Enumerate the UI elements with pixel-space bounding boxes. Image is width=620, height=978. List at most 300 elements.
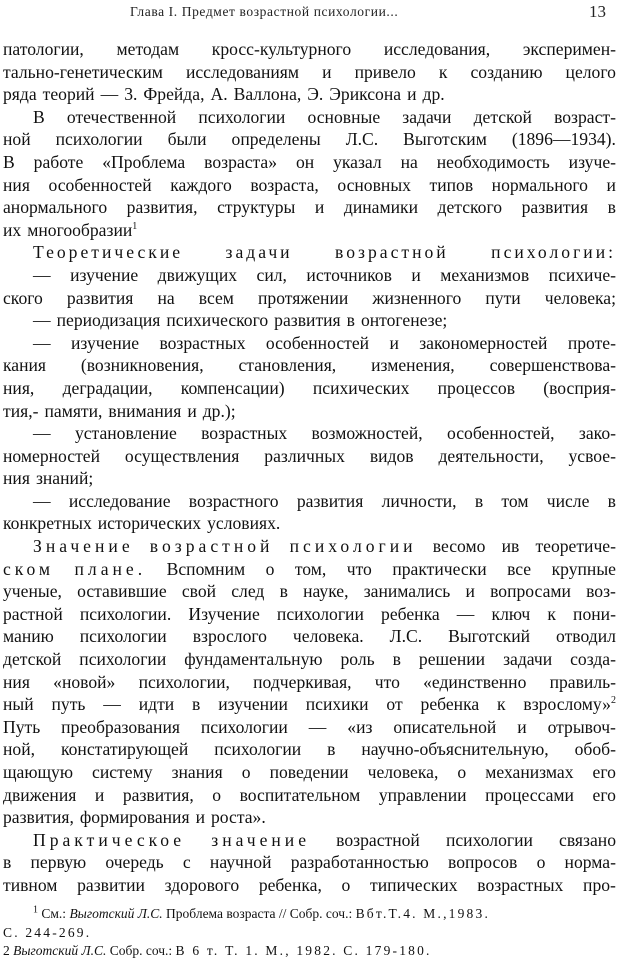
- word: здорового: [164, 874, 240, 895]
- word: др.);: [202, 400, 236, 421]
- word: созданию: [470, 61, 543, 82]
- word: источников: [306, 264, 392, 285]
- word: ния,: [3, 377, 35, 398]
- word: Эриксона: [329, 84, 402, 105]
- word: Валлона,: [233, 84, 302, 105]
- word: пути: [485, 287, 521, 308]
- word: Выготским: [403, 129, 487, 150]
- word: каждого: [170, 174, 232, 195]
- word: Путь: [3, 716, 41, 737]
- word: первую: [30, 852, 87, 873]
- word: в: [279, 581, 288, 602]
- word: эксперимен-: [522, 39, 616, 59]
- word: в: [346, 310, 355, 331]
- word: процессами: [485, 784, 574, 805]
- word: типических: [370, 874, 458, 895]
- word: Практическое: [33, 829, 186, 850]
- word: основных: [337, 174, 411, 195]
- word: и: [94, 784, 105, 805]
- word: возрастного: [188, 490, 279, 511]
- word: поведении: [269, 762, 349, 782]
- word: ребенка: [381, 603, 440, 624]
- word: личности,: [381, 490, 457, 511]
- text-line: [3, 716, 616, 739]
- text-line: [3, 603, 616, 626]
- footnote-text: Собр. соч.:: [109, 943, 173, 958]
- word: психологии.: [79, 603, 172, 624]
- word: научно-объяснительную,: [361, 739, 549, 760]
- word: возрастных: [477, 874, 564, 895]
- word: развития,: [126, 197, 198, 218]
- word: к: [497, 694, 506, 715]
- footnote-author: Выготский Л.С.: [69, 906, 163, 921]
- word: на: [157, 287, 175, 308]
- word: психологии: [214, 739, 302, 760]
- word: к: [438, 61, 448, 82]
- word: др.: [422, 84, 445, 105]
- word: особенностей: [265, 332, 370, 353]
- word: ском: [3, 558, 55, 579]
- word: практически: [392, 558, 487, 579]
- word: патологии,: [3, 39, 84, 59]
- text-line: [3, 445, 616, 468]
- word: ученые,: [3, 581, 62, 602]
- word: ключ: [491, 603, 531, 624]
- footnote-author: Выготский Л.С.: [13, 943, 107, 958]
- word: зако-: [578, 423, 616, 444]
- word: —: [33, 490, 51, 511]
- word: А.: [210, 84, 228, 105]
- word: целого: [565, 61, 616, 82]
- word: психиче-: [548, 264, 616, 285]
- word: что: [346, 558, 372, 579]
- text-line: [3, 287, 616, 310]
- word: идти: [138, 694, 175, 715]
- word: и: [517, 716, 527, 737]
- word: периодизация: [56, 310, 161, 331]
- text-line: [3, 467, 616, 490]
- footnotes: [3, 905, 616, 961]
- word: психических: [312, 377, 410, 398]
- word: значение: [211, 829, 311, 850]
- word: жизненного: [372, 287, 462, 308]
- word: ния: [3, 174, 30, 195]
- word: совершенствова-: [489, 355, 616, 376]
- word: ния: [3, 468, 30, 489]
- word: роста».: [210, 807, 266, 828]
- word: подчеркивая,: [253, 671, 352, 692]
- word: возраст-: [554, 106, 616, 127]
- word: изуче-: [568, 151, 616, 172]
- word: на: [400, 151, 418, 172]
- word: норма-: [564, 852, 616, 873]
- word: ребенка,: [258, 874, 322, 895]
- word: знаний;: [35, 468, 94, 489]
- word: систему: [92, 762, 153, 782]
- word: все: [507, 558, 532, 579]
- word: роль: [340, 649, 375, 670]
- text-line: [3, 874, 616, 897]
- word: с: [182, 852, 191, 873]
- word: процессов: [437, 377, 516, 398]
- text-line: [3, 693, 616, 716]
- word: становления,: [238, 355, 337, 376]
- word: задачи: [225, 242, 293, 263]
- word: развития: [274, 310, 341, 331]
- word: развития: [66, 287, 134, 308]
- word: основные: [307, 106, 381, 127]
- word: сил,: [256, 264, 287, 285]
- word: номерностей: [3, 445, 100, 466]
- word: различных: [264, 445, 345, 466]
- word: работе: [33, 151, 84, 172]
- text-line: [3, 174, 616, 197]
- word: взрослому»$^2$: [523, 694, 616, 715]
- word: крупные: [551, 558, 616, 579]
- footnote-marker: 2: [3, 943, 10, 958]
- word: ребенка: [420, 694, 480, 715]
- footnote-1-pages: С. 244-269.: [3, 924, 92, 940]
- word: о: [212, 784, 222, 805]
- word: механизмах: [485, 762, 574, 782]
- word: развития: [296, 490, 364, 511]
- word: конкретных: [3, 513, 92, 534]
- word: занимались: [363, 581, 451, 602]
- word: теоретиче-: [535, 536, 616, 557]
- paragraph-start-line: [3, 829, 616, 852]
- list-item-line: [3, 264, 616, 287]
- word: детского: [437, 197, 503, 218]
- word: правиль-: [549, 671, 616, 692]
- footnote-citation: Вбт.Т.4. М.,1983.: [355, 906, 491, 921]
- word: ной: [3, 129, 31, 150]
- word: —: [103, 694, 121, 715]
- text-line: [3, 377, 616, 400]
- word: ный: [3, 694, 34, 715]
- word: про-: [583, 874, 616, 895]
- word: психики: [305, 694, 369, 715]
- word: (возникновения,: [80, 355, 204, 376]
- word: обоб-: [574, 739, 616, 760]
- word: о: [341, 874, 351, 895]
- word: свой: [181, 581, 217, 602]
- word: воз-: [586, 581, 616, 602]
- word: тально-генетическим: [3, 61, 163, 82]
- word: 3.: [124, 84, 138, 105]
- word: —: [33, 423, 51, 444]
- word: развития: [521, 197, 589, 218]
- word: видов: [369, 445, 414, 466]
- text-line: [3, 219, 616, 242]
- word: констатирующей: [60, 739, 189, 760]
- word: человека.: [292, 626, 364, 647]
- word: психологии: [289, 536, 417, 557]
- word: указал: [333, 151, 382, 172]
- word: возрастной: [336, 829, 420, 850]
- list-item-line: [3, 490, 616, 513]
- word: ив: [501, 536, 520, 557]
- word: задачи: [402, 106, 452, 127]
- text-line: [3, 83, 616, 106]
- word: очередь: [105, 852, 164, 873]
- footnote-2: [3, 942, 616, 961]
- word: исторических: [97, 513, 202, 534]
- word: ной,: [3, 739, 36, 760]
- word: усвое-: [568, 445, 616, 466]
- word: исследование: [68, 490, 171, 511]
- word: преобразования: [61, 716, 180, 737]
- word: возрастных: [201, 423, 288, 444]
- word: особенностей: [48, 174, 152, 195]
- text-line: [3, 671, 616, 694]
- word: отрывоч-: [547, 716, 616, 737]
- text-line: [3, 784, 616, 807]
- word: механизмов: [440, 264, 530, 285]
- word: воспитательном: [239, 784, 361, 805]
- word: ния: [3, 671, 30, 692]
- word: протяжении: [257, 287, 349, 308]
- word: кания: [3, 355, 47, 376]
- word: и: [195, 807, 205, 828]
- word: и: [465, 581, 475, 602]
- word: «единственно: [423, 671, 527, 692]
- word: научной: [209, 852, 272, 873]
- footnote-text: Проблема возраста // Собр. соч.:: [166, 906, 353, 921]
- word: ского: [3, 287, 43, 308]
- footnote-1: [3, 905, 616, 924]
- word: деградации,: [62, 377, 153, 398]
- word: —: [100, 84, 119, 105]
- footnote-marker: 1: [33, 904, 38, 916]
- word: к: [547, 603, 556, 624]
- word: и: [411, 264, 421, 285]
- word: —: [456, 603, 475, 624]
- word: Изучение: [188, 603, 260, 624]
- word: след: [231, 581, 265, 602]
- paragraph-start-line: [3, 106, 616, 129]
- text-line: [3, 512, 616, 535]
- word: его: [592, 784, 616, 805]
- word: «Проблема: [102, 151, 186, 172]
- word: тия,-: [3, 400, 39, 421]
- word: развития,: [3, 807, 74, 828]
- word: исследованиям: [185, 61, 300, 82]
- word: —: [33, 332, 51, 353]
- word: теорий: [42, 84, 95, 105]
- word: в: [3, 852, 12, 873]
- word: внимания: [108, 400, 182, 421]
- text-line: [3, 354, 616, 377]
- text-line: [3, 196, 616, 219]
- word: и: [389, 332, 399, 353]
- word: о: [265, 558, 275, 579]
- word: пони-: [573, 603, 616, 624]
- word: В: [3, 151, 15, 172]
- word: «новой»: [53, 671, 116, 692]
- word: ряда: [3, 84, 37, 105]
- word: путь: [51, 694, 86, 715]
- word: многообразии$^1$: [27, 219, 138, 240]
- word: формирования: [79, 807, 190, 828]
- word: деятельности,: [438, 445, 544, 466]
- word: —: [308, 716, 327, 737]
- word: психологии: [55, 129, 143, 150]
- word: движущих: [157, 264, 238, 285]
- word: закономерностей: [419, 332, 548, 353]
- word: компенсации): [180, 377, 285, 398]
- word: психологии: [276, 603, 364, 624]
- word: В: [33, 106, 45, 127]
- word: и: [314, 197, 325, 218]
- word: возрастной: [149, 536, 274, 557]
- text-line: [3, 151, 616, 174]
- word: и: [606, 174, 616, 195]
- word: изучении: [218, 694, 288, 715]
- word: в: [392, 649, 401, 670]
- text-line: [3, 851, 616, 874]
- word: Э.: [307, 84, 324, 105]
- word: психологии:: [491, 242, 616, 263]
- paragraph-start-line: [3, 535, 616, 558]
- word: Теоретические: [33, 242, 184, 263]
- word: растной: [3, 603, 63, 624]
- word: (1896—1934).: [511, 129, 616, 150]
- word: в: [607, 490, 616, 511]
- word: науке,: [303, 581, 349, 602]
- word: возможностей,: [311, 423, 423, 444]
- footnote-citation: В 6 т. Т. 1. М., 1982. С. 179-180.: [175, 943, 432, 958]
- word: психического: [166, 310, 269, 331]
- word: в: [607, 197, 616, 218]
- word: Фрейда,: [143, 84, 205, 105]
- word: анормального: [3, 197, 108, 218]
- word: были: [167, 129, 207, 150]
- footnote-see: См.:: [41, 906, 67, 921]
- word: психологии: [200, 716, 288, 737]
- word: условиях.: [207, 513, 281, 534]
- word: их: [3, 219, 22, 240]
- word: Л.С.: [345, 129, 379, 150]
- word: —: [33, 310, 51, 331]
- word: что: [374, 671, 400, 692]
- word: тивном: [3, 874, 58, 895]
- word: Выготский: [448, 626, 531, 647]
- text-line: [3, 580, 616, 603]
- word: вопросами: [490, 581, 571, 602]
- word: исследования,: [383, 39, 491, 59]
- word: в: [327, 739, 336, 760]
- word: о: [241, 762, 251, 782]
- word: Вспомним: [166, 558, 246, 579]
- text-line: [3, 648, 616, 671]
- word: человека;: [544, 287, 616, 308]
- word: и: [187, 400, 197, 421]
- word: его: [592, 762, 616, 782]
- running-head: Глава I. Предмет возрастной психологии...: [130, 4, 399, 19]
- word: изучение: [70, 264, 139, 285]
- word: щающую: [3, 762, 73, 782]
- word: плане.: [74, 558, 147, 579]
- word: установление: [74, 423, 177, 444]
- word: о: [536, 852, 546, 873]
- word: Значение: [33, 536, 134, 557]
- word: памяти,: [44, 400, 103, 421]
- word: описательной: [393, 716, 497, 737]
- word: психологии: [198, 106, 286, 127]
- word: решении: [418, 649, 486, 670]
- section-subheading: [3, 241, 616, 264]
- word: вопросов: [448, 852, 518, 873]
- text-line: [3, 38, 616, 61]
- word: фундаментальную: [184, 649, 323, 670]
- body-text: [3, 38, 616, 897]
- list-item-line: [3, 332, 616, 355]
- text-line: [3, 738, 616, 761]
- text-line: [3, 61, 616, 84]
- word: манию: [3, 626, 54, 647]
- word: знания: [171, 762, 223, 782]
- word: от: [386, 694, 403, 715]
- word: управлении: [378, 784, 467, 805]
- word: изменения,: [371, 355, 455, 376]
- word: кросс-культурного: [211, 39, 352, 59]
- word: изучение: [70, 332, 140, 353]
- word: отечественной: [66, 106, 177, 127]
- list-item-line: [3, 309, 616, 332]
- word: нормального: [491, 174, 588, 195]
- word: и: [407, 84, 417, 105]
- word: психологии: [79, 626, 167, 647]
- word: разработанностью: [290, 852, 429, 873]
- word: оставившие: [77, 581, 167, 602]
- word: всем: [198, 287, 234, 308]
- word: особенностей,: [447, 423, 555, 444]
- word: человека,: [367, 762, 439, 782]
- word: проте-: [567, 332, 616, 353]
- word: развития,: [122, 784, 194, 805]
- word: связано: [559, 829, 616, 850]
- word: взрослого: [192, 626, 267, 647]
- word: движения: [3, 784, 77, 805]
- text-line: [3, 761, 616, 784]
- word: возраста»: [204, 151, 278, 172]
- footnote-ref: 2: [610, 695, 616, 707]
- word: динамики: [343, 197, 418, 218]
- text-line: [3, 806, 616, 829]
- word: —: [33, 264, 51, 285]
- word: психологии: [445, 829, 533, 850]
- word: привело: [354, 61, 416, 82]
- text-line: [3, 128, 616, 151]
- word: задачи: [503, 649, 553, 670]
- word: числе: [546, 490, 590, 511]
- word: о: [457, 762, 467, 782]
- text-line: [3, 558, 616, 581]
- word: том: [501, 490, 529, 511]
- word: возрастных: [159, 332, 246, 353]
- word: необходимость: [436, 151, 550, 172]
- word: онтогенезе;: [360, 310, 448, 331]
- word: структуры: [217, 197, 296, 218]
- word: и: [322, 61, 332, 82]
- word: детской: [3, 649, 62, 670]
- page-number: 13: [589, 2, 606, 21]
- word: методам: [116, 39, 180, 59]
- word: возраста,: [250, 174, 319, 195]
- word: (восприя-: [543, 377, 616, 398]
- word: «из: [347, 716, 373, 737]
- word: Л.С.: [389, 626, 423, 647]
